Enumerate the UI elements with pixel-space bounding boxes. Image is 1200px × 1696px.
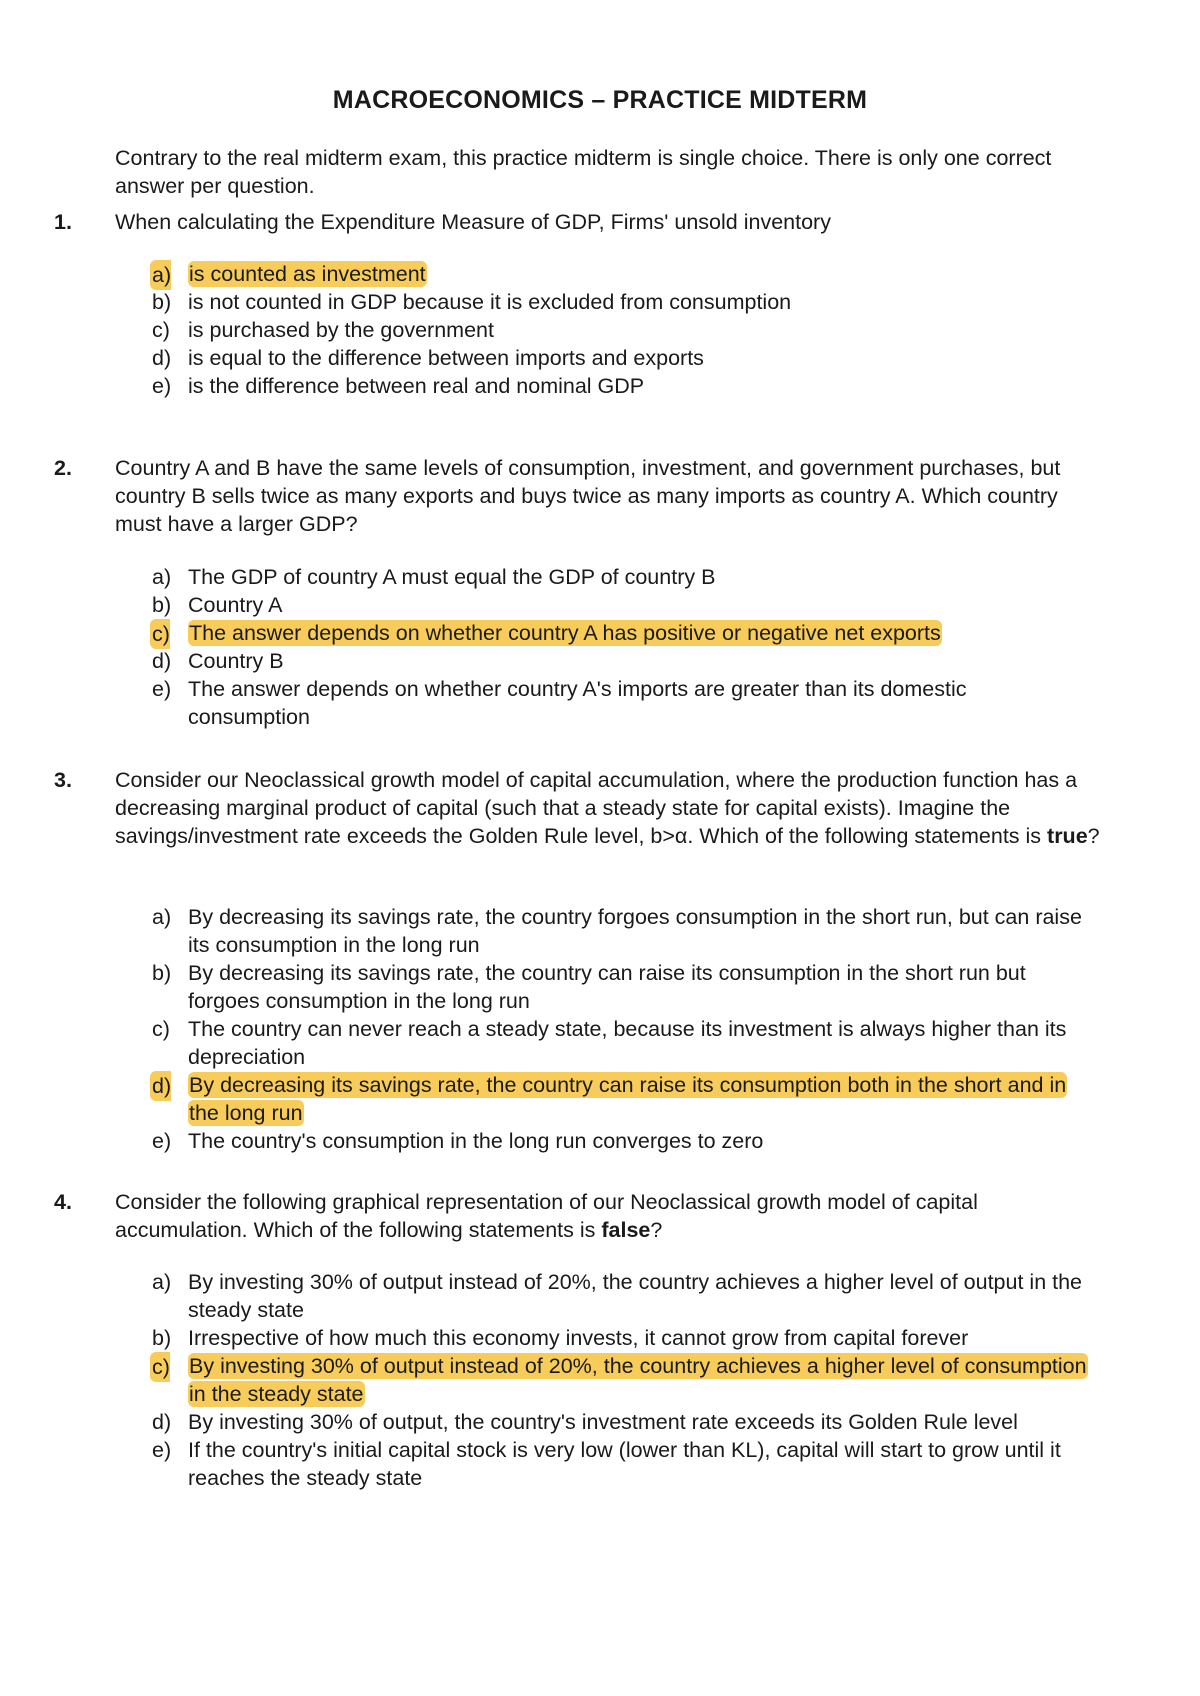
question-text-emphasis: true [1047,824,1088,848]
answer-options [0,563,1200,731]
option-letter: b) [152,593,172,617]
option-text: Irrespective of how much this economy invests, it cannot grow from capital forever [188,1326,969,1350]
option-letter: a) [152,905,172,929]
option-d [0,344,1200,372]
option-text-highlighted: is counted as investment [189,262,426,286]
option-letter: d) [152,1410,172,1434]
option-text: Country B [188,649,284,673]
option-letter: c) [150,1352,170,1382]
option-text: is purchased by the government [188,318,494,342]
answer-options [0,260,1200,400]
option-a [0,1268,1200,1324]
option-letter: c) [152,1017,170,1041]
option-letter: b) [152,290,172,314]
option-c [0,1015,1200,1071]
page-title: MACROECONOMICS – PRACTICE MIDTERM [332,86,868,114]
option-text: By investing 30% of output, the country's investment rate exceeds its Golden Rule level [188,1410,1018,1434]
option-letter: a) [150,260,171,290]
option-text-highlighted: By decreasing its savings rate, the country can raise its consumption both in the short and in the long run [189,1073,1067,1125]
option-b [0,288,1200,316]
option-letter: d) [152,649,172,673]
option-text: The country's consumption in the long run converges to zero [188,1129,764,1153]
option-letter: e) [152,1129,172,1153]
option-b [0,591,1200,619]
option-letter: a) [152,565,172,589]
answer-options [0,1268,1200,1492]
question-number: 3. [54,768,72,792]
option-text: By decreasing its savings rate, the country forgoes consumption in the short run, but can raise its consumption in the long run [188,905,1082,957]
option-letter: c) [152,318,170,342]
question-text-emphasis: false [601,1218,651,1242]
option-text: is the difference between real and nominal GDP [188,374,645,398]
option-letter: a) [152,1270,172,1294]
option-letter: b) [152,961,172,985]
option-letter: e) [152,374,172,398]
question-text-part: Consider the following graphical representation of our Neoclassical growth model of capital accumulation. Which of the following statements is [115,1190,978,1242]
option-d [0,1071,1200,1127]
option-letter: d) [152,346,172,370]
option-text: is not counted in GDP because it is excluded from consumption [188,290,792,314]
option-text: The country can never reach a steady state, because its investment is always higher than its depreciation [188,1017,1067,1069]
option-c [0,1352,1200,1408]
question-text [115,766,1105,850]
question-text: Country A and B have the same levels of consumption, investment, and government purchases, but country B sells twice as many exports and buys twice as many imports as country A. Which country must have a larger GDP? [115,456,1061,536]
question-text-part: Consider our Neoclassical growth model of capital accumulation, where the production function has a decreasing marginal product of capital (such that a steady state for capital exists). Imagine the savings/investment rate exceeds the Golden Rule level, b>α. Which of the following statements is [115,768,1078,848]
option-text: Country A [188,593,283,617]
option-letter: b) [152,1326,172,1350]
option-c [0,619,1200,647]
option-a [0,563,1200,591]
option-letter: c) [150,619,170,649]
option-b [0,959,1200,1015]
question-text [115,1188,1105,1244]
intro-paragraph: Contrary to the real midterm exam, this practice midterm is single choice. There is only one correct answer per question. [115,146,1052,198]
option-e [0,1436,1200,1492]
option-a [0,903,1200,959]
option-letter: e) [152,1438,172,1462]
option-text: The GDP of country A must equal the GDP of country B [188,565,716,589]
question-number: 1. [54,210,72,234]
option-text: is equal to the difference between imports and exports [188,346,704,370]
question-text-part: ? [1087,824,1100,848]
option-e [0,1127,1200,1155]
option-text: If the country's initial capital stock is very low (lower than KL), capital will start to grow until it reaches the steady state [188,1438,1061,1490]
option-text-highlighted: The answer depends on whether country A has positive or negative net exports [189,621,941,645]
option-d [0,647,1200,675]
option-text: By investing 30% of output instead of 20%, the country achieves a higher level of output in the steady state [188,1270,1083,1322]
option-d [0,1408,1200,1436]
option-text-highlighted: By investing 30% of output instead of 20%, the country achieves a higher level of consumption in the steady state [189,1354,1087,1406]
option-text: The answer depends on whether country A's imports are greater than its domestic consumption [188,677,967,729]
question-text: When calculating the Expenditure Measure of GDP, Firms' unsold inventory [115,210,831,234]
option-e [0,372,1200,400]
option-letter: e) [152,677,172,701]
option-b [0,1324,1200,1352]
answer-options [0,903,1200,1155]
option-text: By decreasing its savings rate, the country can raise its consumption in the short run but forgoes consumption in the long run [188,961,1026,1013]
option-letter: d) [150,1071,171,1101]
option-c [0,316,1200,344]
question-text-part: ? [650,1218,663,1242]
option-e [0,675,1200,731]
question-number: 4. [54,1190,72,1214]
question-number: 2. [54,456,72,480]
option-a [0,260,1200,288]
